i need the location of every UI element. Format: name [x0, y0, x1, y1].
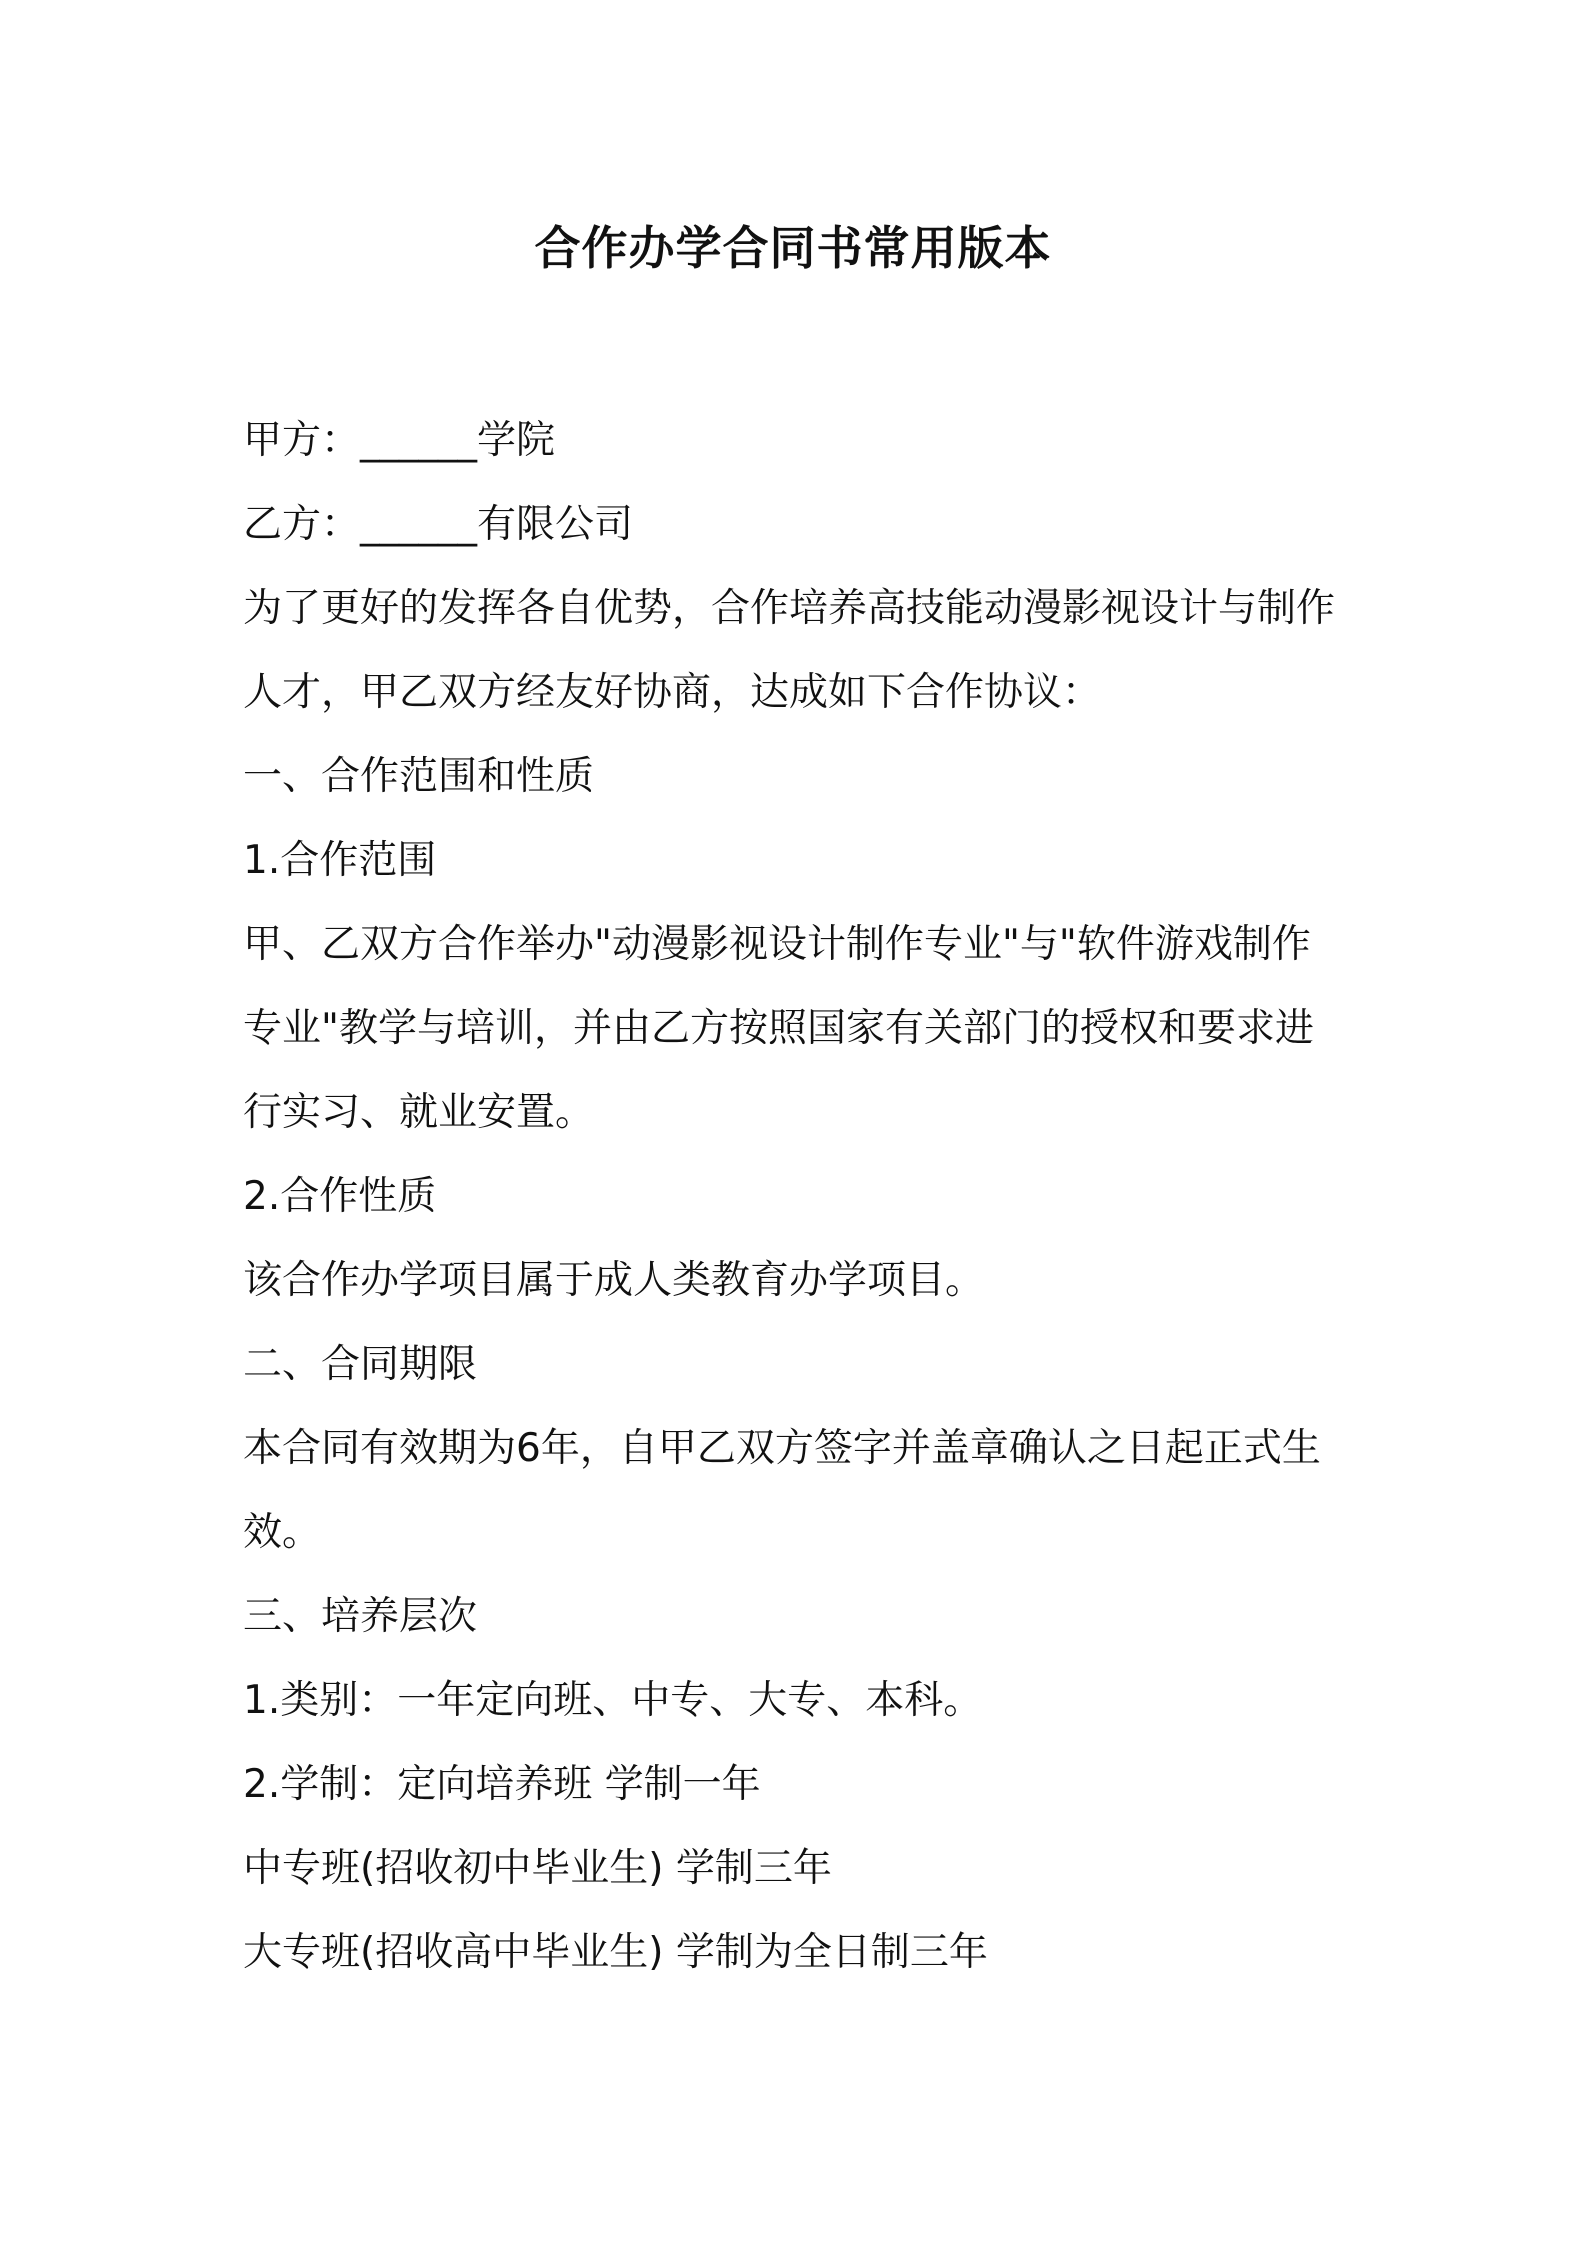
- party-a-line: 甲方：______学院: [243, 418, 556, 463]
- clause-1-1-line-2: 专业"教学与培训，并由乙方按照国家有关部门的授权和要求进: [243, 1006, 1314, 1051]
- section-2-line-1: 本合同有效期为6年，自甲乙双方签字并盖章确认之日起正式生: [243, 1426, 1321, 1471]
- section-1-heading: 一、合作范围和性质: [243, 754, 595, 799]
- clause-1-1-line-3: 行实习、就业安置。: [243, 1090, 595, 1135]
- intro-line-1: 为了更好的发挥各自优势，合作培养高技能动漫影视设计与制作: [243, 586, 1336, 631]
- section-2-heading: 二、合同期限: [243, 1342, 478, 1387]
- section-3-heading: 三、培养层次: [243, 1594, 478, 1639]
- college-class-line: 大专班(招收高中毕业生) 学制为全日制三年: [243, 1930, 988, 1975]
- secondary-class-line: 中专班(招收初中毕业生) 学制三年: [243, 1846, 832, 1891]
- intro-line-2: 人才，甲乙双方经友好协商，达成如下合作协议：: [243, 670, 1102, 715]
- clause-1-2-text: 该合作办学项目属于成人类教育办学项目。: [243, 1258, 985, 1303]
- clause-1-1-heading: 1.合作范围: [243, 838, 437, 883]
- clause-3-1-text: 1.类别：一年定向班、中专、大专、本科。: [243, 1678, 983, 1723]
- party-b-line: 乙方：______有限公司: [243, 502, 634, 547]
- clause-3-2-text: 2.学制：定向培养班 学制一年: [243, 1762, 761, 1807]
- clause-1-2-heading: 2.合作性质: [243, 1174, 437, 1219]
- document-body: [243, 399, 1353, 1995]
- document-title: 合作办学合同书常用版本: [534, 221, 1052, 275]
- clause-1-1-line-1: 甲、乙双方合作举办"动漫影视设计制作专业"与"软件游戏制作: [243, 922, 1311, 967]
- section-2-line-2: 效。: [243, 1510, 322, 1555]
